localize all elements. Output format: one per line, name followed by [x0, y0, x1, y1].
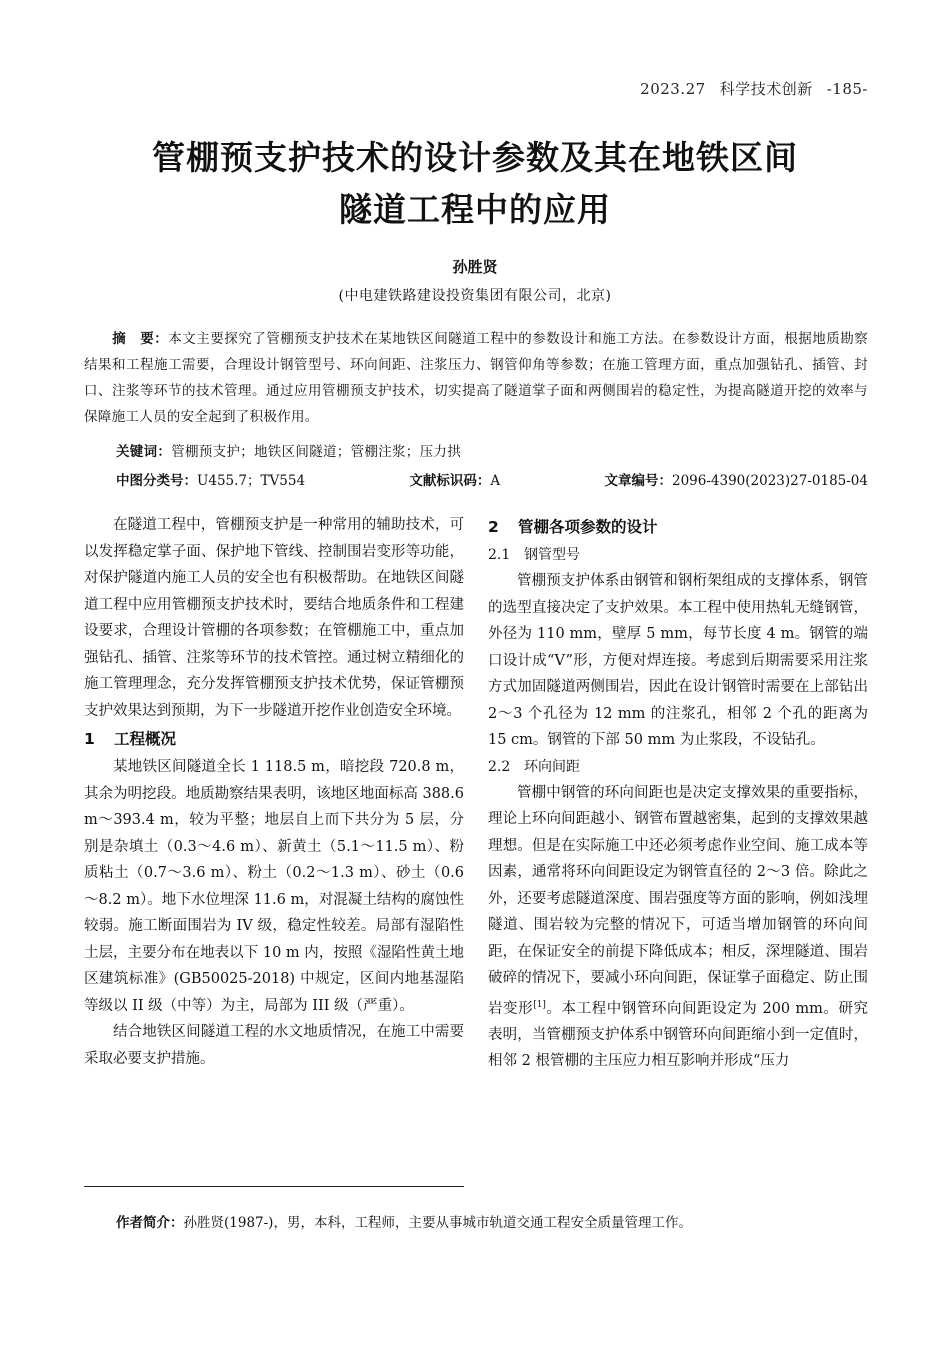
page-number: -185-	[826, 80, 868, 98]
clc-code: 中图分类号：U455.7；TV554	[116, 473, 306, 489]
author-affiliation: (中电建铁路建设投资集团有限公司，北京)	[338, 288, 612, 304]
article-number: 文章编号：2096-4390(2023)27-0185-04	[604, 473, 868, 489]
footnote-divider	[84, 1186, 464, 1187]
keywords-text: 管棚预支护；地铁区间隧道；管棚注浆；压力拱	[171, 444, 462, 460]
section-2-heading: 2 管棚各项参数的设计	[488, 518, 658, 536]
section-2-1-heading: 2.1 钢管型号	[488, 547, 580, 563]
section-1-paragraph-1: 某地铁区间隧道全长 1 118.5 m，暗挖段 720.8 m，其余为明挖段。地质勘察结果表明，该地区地面标高 388.6 m～393.4 m，较为平整；地层自上而下共分为 5 层，分别是杂填土（0.3～4.6 m）、新黄土（5.1～11.5 m）、粉质粘土（0.7～3.6 m）、粉土（0.2～1.3 m）、砂土（0.6～8.2 m）。地下水位埋深 11.6 m，对混凝土结构的腐蚀性较弱。施工断面围岩为 IV 级，稳定性较差。局部有湿陷性土层，主要分布在地表以下 10 m 内，按照《湿陷性黄土地区建筑标准》(GB50025-2018) 中规定，区间内地基湿陷等级以 II 级（中等）为主，局部为 III 级（严重）。	[84, 759, 464, 1014]
classification-line	[116, 469, 868, 489]
section-2-2-heading: 2.2 环向间距	[488, 758, 580, 775]
journal-name: 科学技术创新	[719, 80, 813, 98]
keywords-label: 关键词：	[116, 444, 172, 460]
author-footnote	[116, 1211, 868, 1231]
abstract-label: 摘 要：	[112, 331, 169, 347]
section-1-paragraph-2: 结合地铁区间隧道工程的水文地质情况，在施工中需要采取必要支护措施。	[84, 1024, 464, 1067]
intro-paragraph: 在隧道工程中，管棚预支护是一种常用的辅助技术，可以发挥稳定掌子面、保护地下管线、控制围岩变形等功能，对保护隧道内施工人员的安全也有积极帮助。在地铁区间隧道工程中应用管棚预支护技术时，要结合地质条件和工程建设要求，合理设计管棚的各项参数；在管棚施工中，重点加强钻孔、插管、注浆等环节的技术管控。通过树立精细化的施工管理理念，充分发挥管棚预支护技术优势，保证管棚预支护效果达到预期，为下一步隧道开挖作业创造安全环境。	[84, 517, 464, 719]
footnote-label: 作者简介：	[116, 1215, 184, 1231]
footnote-text: 孙胜贤(1987-)，男，本科，工程师，主要从事城市轨道交通工程安全质量管理工作。	[183, 1215, 692, 1231]
running-header	[626, 78, 868, 99]
section-2-2-paragraph: 管棚中钢管的环向间距也是决定支撑效果的重要指标，理论上环向间距越小、钢管布置越密集，起到的支撑效果越理想。但是在实际施工中还必须考虑作业空间、施工成本等因素，通常将环向间距设定为钢管直径的 2～3 倍。除此之外，还要考虑隧道深度、围岩强度等方面的影响，例如浅埋隧道、围岩较为完整的情况下，可适当增加钢管的环向间距，在保证安全的前提下降低成本；相反，深埋隧道、围岩破碎的情况下，要减小环向间距，保证掌子面稳定、防止围岩变形[1]。本工程中钢管环向间距设定为 200 mm。研究表明，当管棚预支护体系中钢管环向间距缩小到一定值时，相邻 2 根管棚的主压应力相互影响并形成“压力	[488, 784, 868, 1070]
body-column-right	[488, 512, 868, 1075]
abstract	[84, 326, 868, 430]
author-name: 孙胜贤	[452, 258, 498, 276]
paper-title	[0, 132, 950, 236]
abstract-text: 本文主要探究了管棚预支护技术在某地铁区间隧道工程中的参数设计和施工方法。在参数设计方面，根据地质勘察结果和工程施工需要，合理设计钢管型号、环向间距、注浆压力、钢管仰角等参数；在施工管理方面，重点加强钻孔、插管、封口、注浆等环节的技术管理。通过应用管棚预支护技术，切实提高了隧道掌子面和两侧围岩的稳定性，为提高隧道开挖的效率与保障施工人员的安全起到了积极作用。	[84, 331, 868, 425]
title-line-2: 隧道工程中的应用	[339, 190, 611, 229]
title-line-1: 管棚预支护技术的设计参数及其在地铁区间	[152, 138, 798, 177]
document-code: 文献标识码：A	[409, 473, 501, 489]
section-1-heading: 1 工程概况	[84, 730, 177, 748]
reference-marker[interactable]: [1]	[533, 999, 546, 1010]
section-2-1-paragraph: 管棚预支护体系由钢管和钢桁架组成的支撑体系，钢管的选型直接决定了支护效果。本工程中使用热轧无缝钢管，外径为 110 mm，壁厚 5 mm，每节长度 4 m。钢管的端口设计成“V”形，方便对焊连接。考虑到后期需要采用注浆方式加固隧道两侧围岩，因此在设计钢管时需要在上部钻出 2～3 个孔径为 12 mm 的注浆孔，相邻 2 个孔的距离为 15 cm。钢管的下部 50 mm 为止浆段，不设钻孔。	[488, 573, 868, 748]
keywords	[116, 440, 868, 460]
issue-number: 2023.27	[640, 80, 706, 98]
body-column-left	[84, 512, 464, 1072]
